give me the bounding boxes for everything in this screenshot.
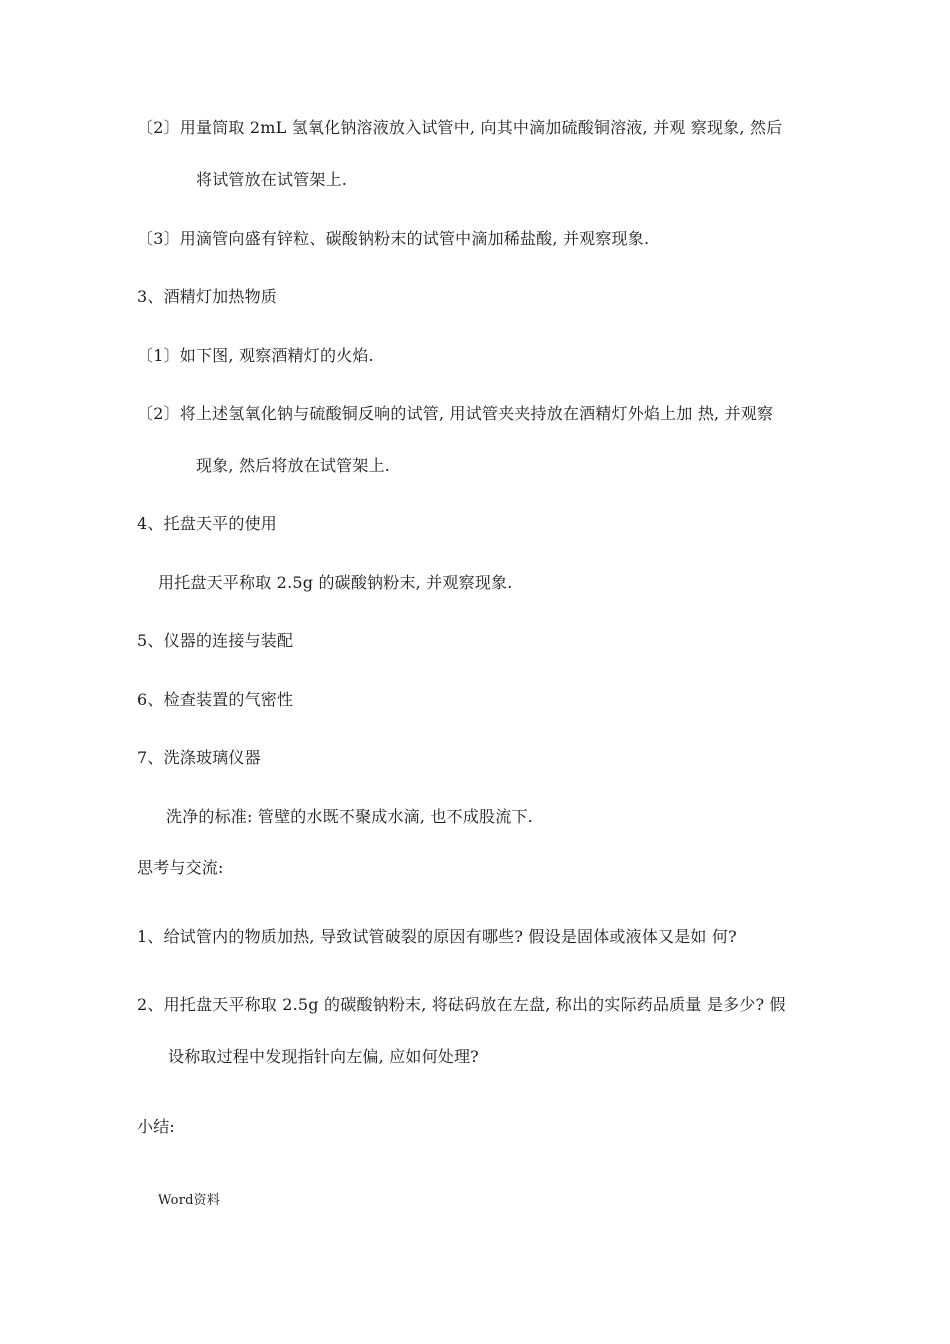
section-3-step-2-line-2: 现象, 然后将放在试管架上.	[196, 456, 391, 475]
summary-heading: 小结:	[137, 1117, 175, 1136]
section-3-step-2-line-1: 〔2〕将上述氢氧化钠与硫酸铜反响的试管, 用试管夹夹持放在酒精灯外焰上加 热, 并观察	[137, 404, 774, 423]
section-4-heading: 4、托盘天平的使用	[137, 514, 277, 533]
question-2-line-1: 2、用托盘天平称取 2.5g 的碳酸钠粉末, 将砝码放在左盘, 称出的实际药品质量 是多少? 假	[137, 995, 786, 1014]
footer-label: Word资料	[158, 1193, 221, 1208]
section-6-heading: 6、检查装置的气密性	[137, 690, 294, 709]
section-3-heading: 3、酒精灯加热物质	[137, 287, 277, 306]
step-2-naoh-line-2: 将试管放在试管架上.	[196, 170, 348, 189]
section-4-body: 用托盘天平称取 2.5g 的碳酸钠粉末, 并观察现象.	[158, 573, 513, 592]
step-2-naoh-line-1: 〔2〕用量筒取 2mL 氢氧化钠溶液放入试管中, 向其中滴加硫酸铜溶液, 并观 察现象, 然后	[137, 118, 783, 137]
section-7-body: 洗净的标准: 管壁的水既不聚成水滴, 也不成股流下.	[166, 807, 533, 826]
section-5-heading: 5、仪器的连接与装配	[137, 631, 294, 650]
section-3-step-1: 〔1〕如下图, 观察酒精灯的火焰.	[137, 346, 374, 365]
discussion-heading: 思考与交流:	[137, 858, 224, 877]
question-1: 1、给试管内的物质加热, 导致试管破裂的原因有哪些? 假设是固体或液体又是如 何?	[137, 927, 737, 946]
question-2-line-2: 设称取过程中发现指针向左偏, 应如何处理?	[168, 1047, 479, 1066]
section-7-heading: 7、洗涤玻璃仪器	[137, 748, 261, 767]
step-3-hcl-line: 〔3〕用滴管向盛有锌粒、碳酸钠粉末的试管中滴加稀盐酸, 并观察现象.	[137, 229, 650, 248]
